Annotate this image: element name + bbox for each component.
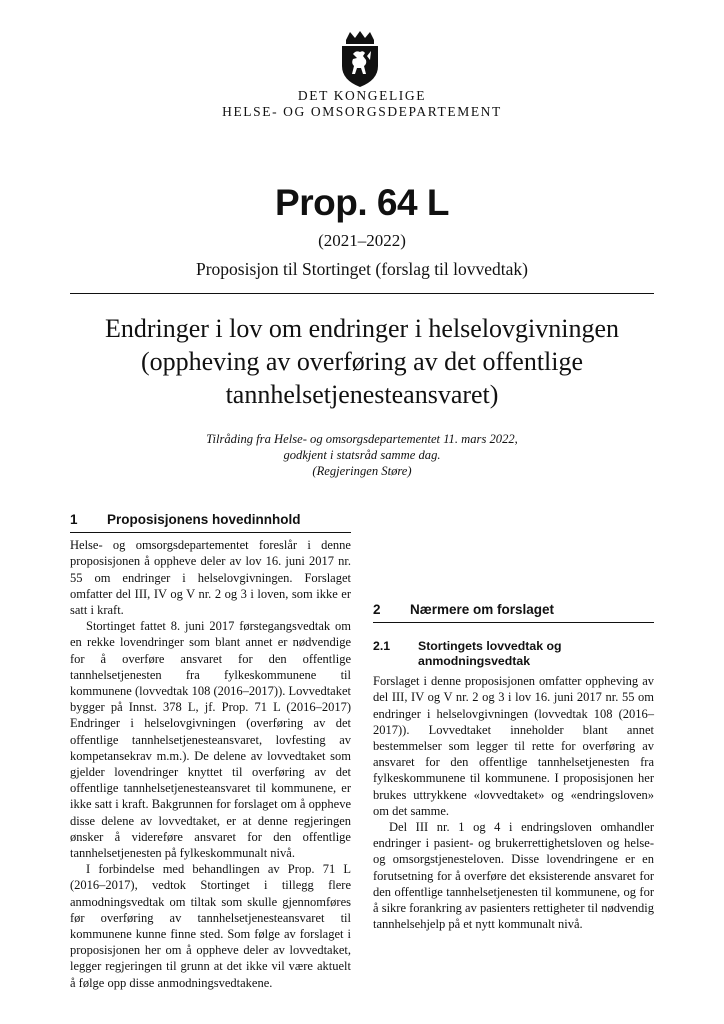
proposition-subtitle: Proposisjon til Stortinget (forslag til lovvedtak) bbox=[196, 259, 528, 279]
section-title: Proposisjonens hovedinnhold bbox=[107, 512, 301, 527]
subsection-title: Stortingets lovvedtak og anmodningsvedtak bbox=[418, 639, 562, 669]
recommendation-line1: Tilråding fra Helse- og omsorgsdepartementet 11. mars 2022, bbox=[206, 432, 518, 446]
subsection-number: 2.1 bbox=[373, 639, 391, 654]
paragraph: Forslaget i denne proposisjonen omfatter oppheving av del III, IV og V nr. 2 og 3 i lov 16. juni 2017 nr. 55 om endringer i helselovgivningen (lovvedtak 108 (2016–2017)). Lovvedtaket inneholder blant annet bestemmelser som legger til rette for overføring av ansvaret for den offentlige tannhelsetjenesten fra fylkeskommunene til kommunene. I proposisjonen her brukes uttrykkene «lovvedtaket» og «endringsloven» om det samme. bbox=[373, 674, 654, 818]
section-heading bbox=[373, 600, 654, 623]
title-divider bbox=[70, 293, 654, 294]
department-name-line2: HELSE- OG OMSORGSDEPARTEMENT bbox=[222, 104, 502, 119]
paragraph: Del III nr. 1 og 4 i endringsloven omhandler endringer i pasient- og brukerrettighetsloven og helse- og omsorgstjenesteloven. Disse lovendringene er en forutsetning for å overføre det eksisterende ansvaret for den offentlige tannhelsetjenesten til kommunene, og for å sikre forankring av pasienters rettigheter til nødvendig tannhelsehjelp på et nytt kommunalt nivå. bbox=[373, 820, 654, 932]
recommendation-line3: (Regjeringen Støre) bbox=[312, 464, 412, 478]
norwegian-royal-crest-icon bbox=[336, 30, 384, 88]
document-title: Endringer i lov om endringer i helselovgivningen (oppheving av overføring av det offentlige tannhelsetjenesteansvaret) bbox=[104, 314, 620, 409]
subsection-heading bbox=[373, 639, 654, 669]
section-title: Nærmere om forslaget bbox=[410, 602, 555, 617]
recommendation-line2: godkjent i statsråd samme dag. bbox=[283, 448, 441, 462]
paragraph: I forbindelse med behandlingen av Prop. 71 L (2016–2017), vedtok Stortinget i tillegg flere anmodningsvedtak om tiltak som skulle gjennomføres før overføring av tannhelsetjenesteansvaret til kommunene kunne finne sted. Som følge av forslaget i proposisjonen her om å oppheve deler av lovvedtaket, legger regjeringen til grunn at det ikke vil være aktuelt å følge opp disse anmodningsvedtakene. bbox=[70, 862, 351, 990]
proposition-session: (2021–2022) bbox=[318, 231, 406, 250]
section-number: 2 bbox=[373, 602, 381, 617]
proposition-title: Prop. 64 L bbox=[275, 182, 449, 223]
department-name-line1: DET KONGELIGE bbox=[297, 88, 427, 103]
left-column bbox=[70, 510, 351, 991]
section-heading bbox=[70, 510, 351, 533]
recommendation-note bbox=[70, 431, 654, 479]
right-column bbox=[373, 510, 654, 932]
paragraph: Stortinget fattet 8. juni 2017 førstegangsvedtak om en rekke lovendringer som blant annet er nødvendige for å overføre ansvaret for den offentlige tannhelsetjenesten fra fylkeskommunene til kommunene (lovvedtak 108 (2016–2017)). Lovvedtaket bygger på Innst. 378 L, jf. Prop. 71 L (2016–2017) Endringer i helselovgivningen (overføring av det offentlige tannhelsetjenesteansvaret, lovfesting av kompetansekrav m.m.). De delene av lovvedtaket som gjelder lovendringer knyttet til overføring av det offentlige tannhelsetjenesteansvaret til kommunene, er ikke satt i kraft. Bakgrunnen for forslaget om å oppheve disse delene av lovvedtaket, er at denne regjeringen ønsker å videreføre ansvaret for den offentlige tannhelsetjenesten på fylkeskommunalt nivå. bbox=[70, 619, 351, 861]
section-number: 1 bbox=[70, 512, 78, 527]
paragraph: Helse- og omsorgsdepartementet foreslår i denne proposisjonen å oppheve deler av lov 16. juni 2017 nr. 55 om endringer i helselovgivningen. Forslaget omfatter del III, IV og V nr. 2 og 3 i loven, som ikke er satt i kraft. bbox=[70, 538, 351, 618]
